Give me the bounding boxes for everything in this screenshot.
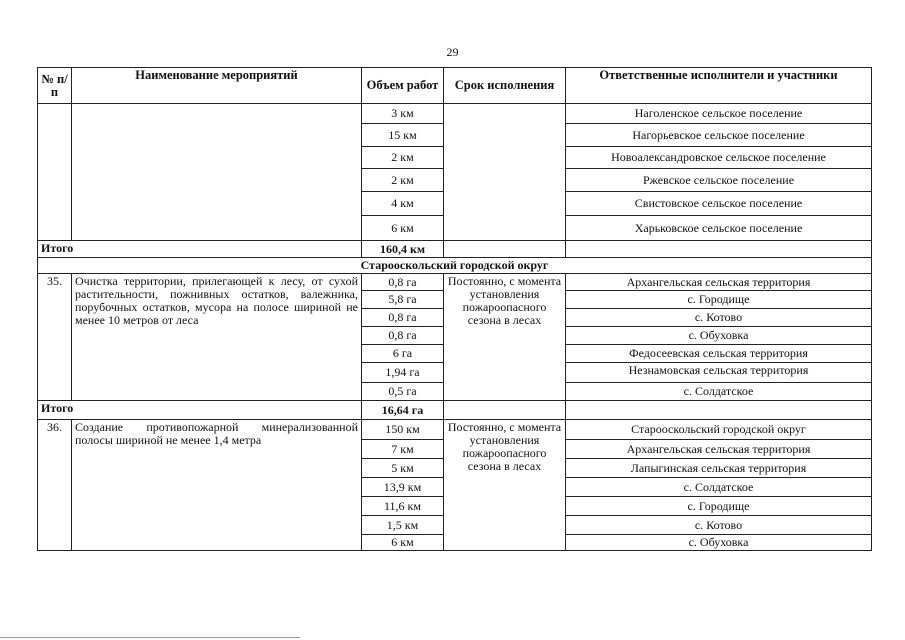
responsible-cell: Лапыгинская сельская территория [566,459,872,478]
item-number: 36. [38,420,72,551]
empty-cell [566,401,872,420]
responsible-cell: с. Котово [566,516,872,535]
volume-cell: 0,8 га [362,327,444,345]
volume-cell: 0,5 га [362,383,444,401]
volume-cell: 1,5 км [362,516,444,535]
total-row [38,401,872,420]
volume-cell: 7 км [362,440,444,459]
section-title: Старооскольский городской округ [38,258,872,274]
volume-cell: 13,9 км [362,478,444,497]
term-cell [444,104,566,241]
responsible-cell: Свистовское сельское поселение [566,192,872,216]
responsible-cell: с. Городище [566,291,872,309]
page-number: 29 [446,45,459,59]
responsible-cell: Новоалександровское сельское поселение [566,147,872,169]
header-term: Срок исполнения [444,68,566,104]
volume-cell: 2 км [362,169,444,192]
volume-cell: 5,8 га [362,291,444,309]
volume-cell: 4 км [362,192,444,216]
total-value: 160,4 км [362,241,444,258]
volume-cell: 0,8 га [362,274,444,291]
volume-cell: 6 км [362,535,444,551]
volume-cell: 11,6 км [362,497,444,516]
total-label: Итого [38,401,362,420]
volume-cell: 6 га [362,345,444,363]
header-volume: Объем работ [362,68,444,104]
item-number: 35. [38,274,72,401]
empty-cell [566,241,872,258]
volume-cell: 3 км [362,104,444,124]
term-cell: Постоянно, с момента установления пожароопасного сезона в лесах [444,274,566,401]
empty-cell [444,401,566,420]
volume-cell: 2 км [362,147,444,169]
header-name: Наименование мероприятий [72,68,362,104]
responsible-cell: с. Городище [566,497,872,516]
responsible-cell: Ржевское сельское поселение [566,169,872,192]
scan-edge-line [0,637,300,638]
responsible-cell: с. Обуховка [566,327,872,345]
total-label: Итого [38,241,362,258]
responsible-cell: с. Котово [566,309,872,327]
table-row [38,104,872,124]
volume-cell: 1,94 га [362,363,444,383]
responsible-cell: Старооскольский городской округ [566,420,872,440]
responsible-cell: Архангельская сельская территория [566,274,872,291]
num-cell [38,104,72,241]
table-row [38,274,872,291]
volume-cell: 150 км [362,420,444,440]
empty-cell [444,241,566,258]
section-row [38,258,872,274]
responsible-cell: Незнамовская сельская территория [566,363,872,383]
responsible-cell: с. Солдатское [566,478,872,497]
volume-cell: 5 км [362,459,444,478]
responsible-cell: Архангельская сельская территория [566,440,872,459]
item-name: Создание противопожарной минерализованной полосы шириной не менее 1,4 метра [72,420,362,551]
volume-cell: 0,8 га [362,309,444,327]
table-header-row [38,68,872,104]
responsible-cell: с. Обуховка [566,535,872,551]
header-num: № п/п [38,68,72,104]
total-row [38,241,872,258]
term-cell: Постоянно, с момента установления пожароопасного сезона в лесах [444,420,566,551]
volume-cell: 15 км [362,124,444,147]
total-value: 16,64 га [362,401,444,420]
activities-table [37,67,872,551]
responsible-cell: Наголенское сельское поселение [566,104,872,124]
volume-cell: 6 км [362,216,444,241]
responsible-cell: Харьковское сельское поселение [566,216,872,241]
table-row [38,420,872,440]
responsible-cell: Нагорьевское сельское поселение [566,124,872,147]
responsible-cell: с. Солдатское [566,383,872,401]
header-responsible: Ответственные исполнители и участники [566,68,872,104]
responsible-cell: Федосеевская сельская территория [566,345,872,363]
item-name: Очистка территории, прилегающей к лесу, от сухой растительности, пожнивных остатков, валежника, порубочных остатков, мусора на полосе шириной не менее 10 метров от леса [72,274,362,401]
name-cell [72,104,362,241]
